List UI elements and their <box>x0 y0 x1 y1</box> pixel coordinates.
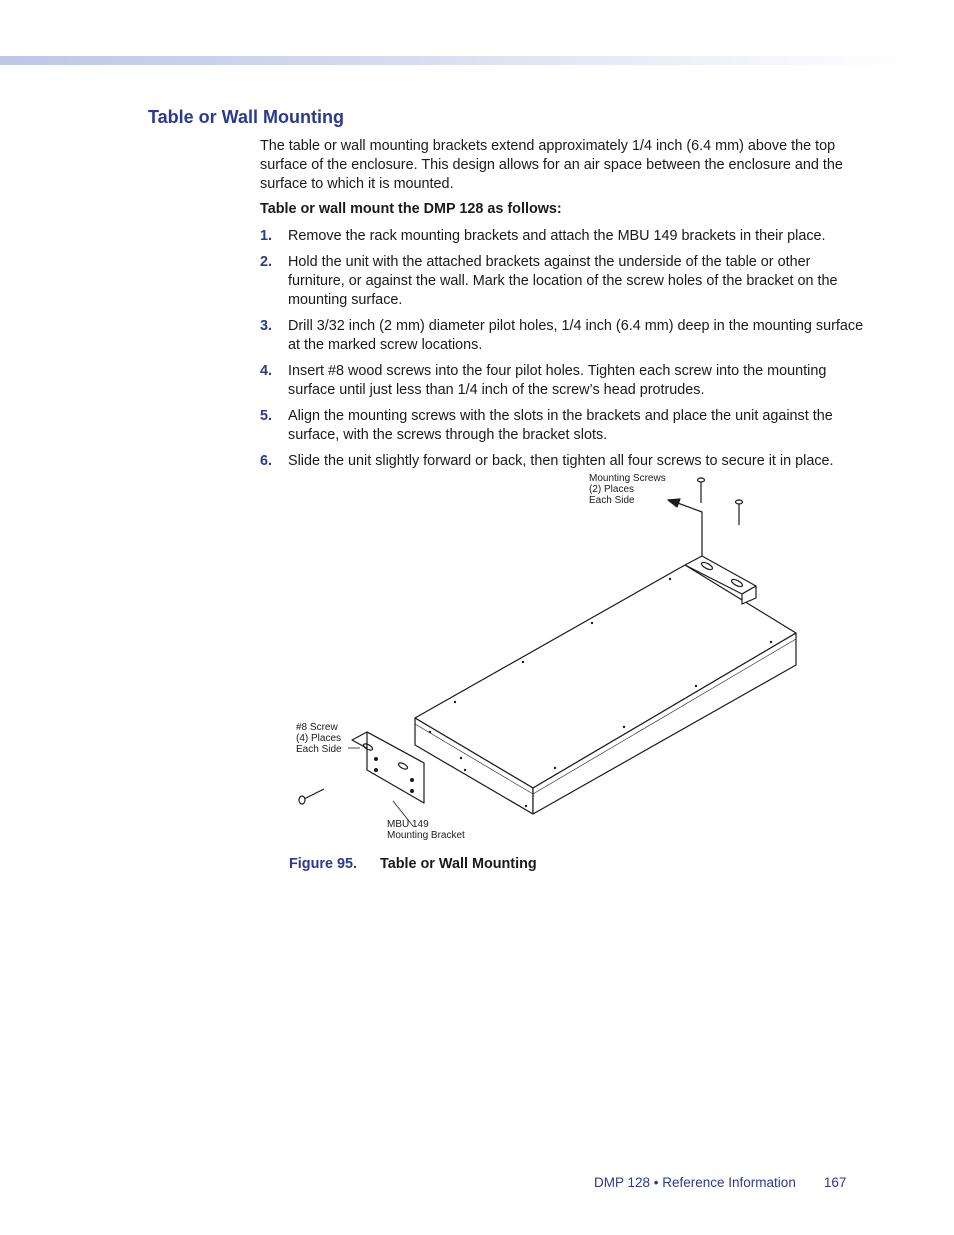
page-footer <box>594 1175 846 1190</box>
list-item <box>260 452 870 471</box>
step-number: 2. <box>260 254 273 270</box>
callout-line: (4) Places <box>296 733 342 744</box>
callout-line: (2) Places <box>589 484 635 495</box>
list-item <box>260 317 870 355</box>
callout-line: MBU 149 <box>387 819 429 830</box>
mounting-screws-illustration <box>698 478 743 525</box>
procedure-lead: Table or wall mount the DMP 128 as follows: <box>260 201 562 217</box>
step-number: 6. <box>260 453 273 469</box>
wood-screw-illustration <box>299 789 324 804</box>
screw8-callout <box>296 722 344 755</box>
callout-line: Each Side <box>589 495 635 506</box>
callout-line: #8 Screw <box>296 722 338 733</box>
figure-label: Figure 95. <box>289 856 357 872</box>
mounting-figure <box>290 470 810 850</box>
step-text: Hold the unit with the attached brackets against the underside of the table or other furniture, or against the wall. Mark the location of the screw holes of the bracket on the mounting surface. <box>288 254 838 308</box>
mounting-screws-callout <box>589 473 668 506</box>
callout-line: Mounting Screws <box>589 473 666 484</box>
step-number: 5. <box>260 408 273 424</box>
page-number: 167 <box>823 1175 847 1190</box>
step-text: Align the mounting screws with the slots in the brackets and place the unit against the surface, with the screws through the bracket slots. <box>288 408 833 443</box>
step-number: 4. <box>260 363 273 379</box>
list-item <box>260 362 870 400</box>
direction-arrow <box>668 499 702 556</box>
header-band <box>0 56 920 65</box>
figure-title: Table or Wall Mounting <box>380 856 537 872</box>
step-text: Slide the unit slightly forward or back, then tighten all four screws to secure it in place. <box>288 453 834 469</box>
figure-caption <box>289 856 537 872</box>
intro-paragraph: The table or wall mounting brackets extend approximately 1/4 inch (6.4 mm) above the top surface of the enclosure. This design allows for an air space between the enclosure and the surface to which it is mounted. <box>260 138 843 192</box>
bracket-callout <box>387 819 465 841</box>
step-text: Remove the rack mounting brackets and attach the MBU 149 brackets in their place. <box>288 228 826 244</box>
step-list <box>260 227 870 478</box>
step-text: Insert #8 wood screws into the four pilot holes. Tighten each screw into the mounting surface until just less than 1/4 inch of the screw’s head protrudes. <box>288 363 827 398</box>
list-item <box>260 253 870 310</box>
footer-text: DMP 128 • Reference Information <box>594 1175 796 1190</box>
enclosure-illustration <box>415 565 796 814</box>
step-number: 1. <box>260 228 273 244</box>
list-item <box>260 407 870 445</box>
step-number: 3. <box>260 318 273 334</box>
callout-line: Mounting Bracket <box>387 830 465 841</box>
list-item <box>260 227 870 246</box>
section-title: Table or Wall Mounting <box>148 107 344 127</box>
callout-line: Each Side <box>296 744 342 755</box>
bracket-illustration <box>352 732 424 803</box>
step-text: Drill 3/32 inch (2 mm) diameter pilot holes, 1/4 inch (6.4 mm) deep in the mounting surface at the marked screw locations. <box>288 318 864 353</box>
